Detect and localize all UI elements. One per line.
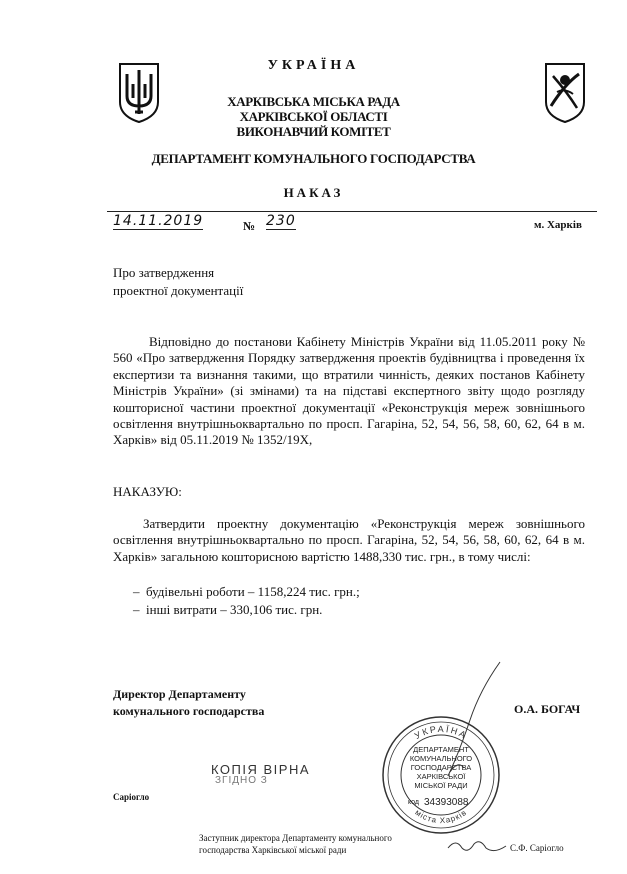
seal-code-label: код	[408, 799, 419, 806]
bullet-item: – будівельні роботи – 1158,224 тис. грн.;	[133, 584, 360, 599]
seal-line: ХАРКІВСЬКОЇ	[416, 772, 466, 781]
department-heading: ДЕПАРТАМЕНТ КОМУНАЛЬНОГО ГОСПОДАРСТВА	[151, 151, 476, 166]
official-seal	[378, 712, 504, 838]
footer-line: Заступник директора Департаменту комунального	[199, 833, 392, 843]
footer-line: господарства Харківської міської ради	[199, 845, 347, 855]
footer-handwritten-signature	[446, 836, 508, 856]
signatory-name: О.А. БОГАЧ	[514, 702, 581, 716]
council-heading	[0, 94, 627, 139]
ordered-heading: НАКАЗУЮ:	[113, 484, 182, 499]
document-type: НАКАЗ	[283, 185, 344, 200]
executor-name: Саріогло	[113, 792, 150, 802]
bullet-text: будівельні роботи – 1158,224 тис. грн.;	[146, 584, 360, 599]
decision-paragraph: Затвердити проектну документацію «Реконструкція мереж зовнішнього освітлення внутрішньоквартально по просп. Гагаріна, 52, 54, 56, 58, 60, 62, 64 в м. Харків» загальною кошторисною вартістю 1488,330 тис. грн., в тому числі:	[113, 516, 585, 564]
council-line: ХАРКІВСЬКОЇ ОБЛАСТІ	[239, 109, 388, 124]
seal-ring-top: УКРАЇНА	[412, 723, 470, 742]
city: м. Харків	[534, 219, 582, 231]
order-date: 14.11.2019	[113, 213, 204, 229]
order-number: 230	[266, 213, 296, 229]
seal-line: КОМУНАЛЬНОГО	[409, 754, 473, 763]
bullet-item: – інші витрати – 330,106 тис. грн.	[133, 602, 323, 617]
seal-code: 34393088	[424, 797, 469, 808]
bullet-text: інші витрати – 330,106 тис. грн.	[146, 602, 323, 617]
council-line: ХАРКІВСЬКА МІСЬКА РАДА	[227, 94, 400, 109]
subject-line: проектної документації	[113, 283, 244, 298]
subject-line: Про затвердження	[113, 265, 215, 280]
seal-line: ДЕПАРТАМЕНТ	[413, 745, 469, 754]
svg-text:УКРАЇНА	[413, 724, 469, 741]
copy-stamp-subtext: ЗГІДНО З	[215, 775, 268, 786]
copy-stamp: КОПІЯ ВІРНА	[211, 762, 311, 777]
header-divider	[107, 211, 597, 212]
number-label: №	[243, 219, 256, 233]
footer-signatory	[199, 832, 392, 856]
position-line: Директор Департаменту	[113, 687, 246, 701]
council-line: ВИКОНАВЧИЙ КОМІТЕТ	[236, 124, 391, 139]
order-subject	[113, 264, 243, 300]
seal-line: ГОСПОДАРСТВА	[410, 763, 472, 772]
seal-line: МІСЬКОЇ РАДИ	[414, 781, 468, 790]
country-heading: УКРАЇНА	[267, 58, 360, 73]
preamble-paragraph: Відповідно до постанови Кабінету Міністрів України від 11.05.2011 року № 560 «Про затвердження Порядку затвердження проектів будівництва і проведення їх експертизи та визнання такими, що втратили чинність, деяких постанов Кабінету Міністрів України» (зі змінами) та на підставі експертного звіту щодо розгляду кошторисної частини проектної документації «Реконструкція мереж зовнішнього освітлення внутрішньоквартально по просп. Гагаріна, 52, 54, 56, 58, 60, 62, 64 в м. Харків» від 05.11.2019 № 1352/19Х,	[113, 334, 585, 448]
position-line: комунального господарства	[113, 704, 265, 718]
footer-name: С.Ф. Саріогло	[510, 843, 564, 853]
signatory-position	[113, 686, 264, 720]
svg-text:міста Харків	[413, 808, 468, 825]
seal-ring-bottom: міста Харків	[413, 807, 469, 826]
